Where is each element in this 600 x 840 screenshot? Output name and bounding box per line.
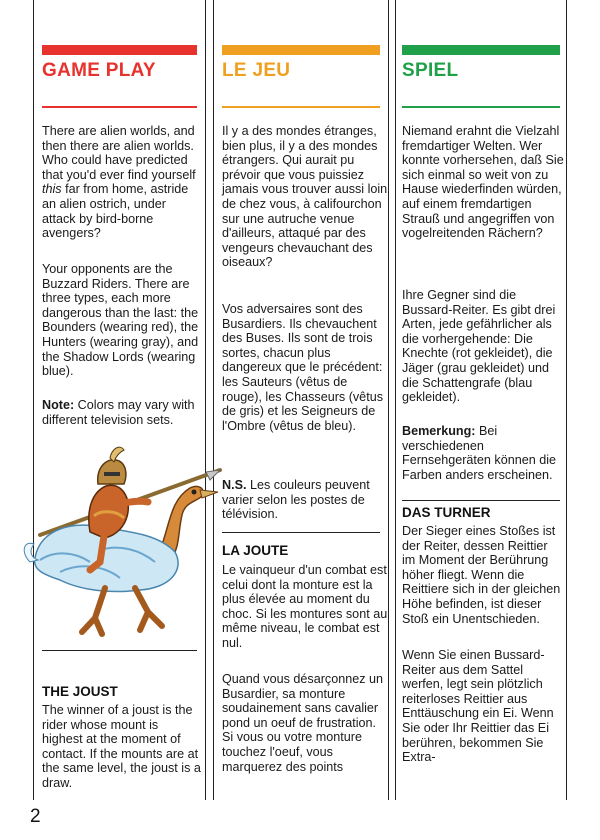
section-title-game-play: GAME PLAY (42, 60, 156, 81)
note-paragraph: N.S. Les couleurs peuvent varier selon les postes de télévision. (222, 478, 370, 522)
column-english (33, 0, 206, 800)
note-paragraph: Note: Colors may vary with different television sets. (42, 398, 195, 427)
joust-paragraph: Der Sieger eines Stoßes ist der Reiter, dessen Reittier im Moment der Berührung höher fliegt. Wenn die Reittiere sich in der gleichen Höhe befinden, ist dieser Stoß ein Unentschieden. (402, 524, 561, 626)
red-color-bar (42, 45, 197, 55)
intro-paragraph: There are alien worlds, and then there are alien worlds. Who could have predicted that you'd ever find yourself this far from home, astride an alien ostrich, under attack by bird-borne avengers? (42, 124, 196, 241)
joust-paragraph-2: Quand vous désarçonnez un Busardier, sa monture soudainement sans cavalier pond un oeuf de frustration. Si vous ou votre monture touchez l'oeuf, vous marquerez des points (222, 672, 384, 774)
intro-paragraph: Niemand erahnt die Vielzahl fremdartiger Welten. Wer konnte vorhersehen, daß Sie sich einmal so weit von zu Hause wiederfinden würden, auf einem fremdartigen Strauß und angegriffen von vogelreitenden Rächern? (402, 124, 564, 241)
title-underline (402, 106, 560, 108)
joust-heading: DAS TURNER (402, 505, 491, 520)
joust-paragraph-2: Wenn Sie einen Bussard-Reiter aus dem Sattel werfen, legt sein plötzlich reiterloses Reittier aus Enttäuschung ein Ei. Wenn Sie oder Ihr Reittier das Ei berühren, bekommen Sie Extra- (402, 648, 554, 765)
section-title-le-jeu: LE JEU (222, 60, 291, 81)
joust-paragraph: Le vainqueur d'un combat est celui dont la monture est la plus élevée au moment du choc. Si les montures sont au même niveau, le combat est nul. (222, 563, 388, 650)
joust-separator (402, 500, 560, 501)
opponents-paragraph: Ihre Gegner sind die Bussard-Reiter. Es gibt drei Arten, jede gefährlicher als die vorhergehende: Die Knechte (rot gekleidet), die Jäger (grau gekleidet) und die Schattengrafe (blau gekleidet). (402, 288, 556, 405)
title-underline (42, 106, 197, 108)
column-german (395, 0, 567, 800)
title-underline (222, 106, 380, 108)
joust-heading: THE JOUST (42, 684, 118, 699)
ostrich-rider-illustration (20, 440, 225, 645)
joust-separator (42, 650, 197, 651)
joust-paragraph: The winner of a joust is the rider whose mount is highest at the moment of contact. If the mounts are at the same level, the joust is a draw. (42, 703, 201, 790)
column-french (213, 0, 389, 800)
orange-color-bar (222, 45, 380, 55)
opponents-paragraph: Your opponents are the Buzzard Riders. There are three types, each more dangerous than the last: the Bounders (wearing red), the Hunters (wearing gray), and the Shadow Lords (wearing blue). (42, 262, 199, 379)
note-paragraph: Bemerkung: Bei verschiedenen Fernsehgeräten können die Farben anders erscheinen. (402, 424, 557, 482)
green-color-bar (402, 45, 560, 55)
intro-paragraph: Il y a des mondes étranges, bien plus, il y a des mondes étrangers. Qui aurait pu prévoir que vous puissiez jamais vous trouver aussi loin de chez vous, à califourchon sur une autruche venue d'ailleurs, attaqué par des vengeurs chevauchant des oiseaux? (222, 124, 388, 270)
joust-separator (222, 532, 380, 533)
joust-heading: LA JOUTE (222, 543, 289, 558)
page-number: 2 (30, 806, 41, 827)
opponents-paragraph: Vos adversaires sont des Busardiers. Ils chevauchent des Buses. Ils sont de trois sortes, chacun plus dangereux que le précédent: les Sauteurs (vêtus de rouge), les Chasseurs (vêtus de gris) et les Seigneurs de l'Ombre (vêtus de bleu). (222, 302, 383, 433)
section-title-spiel: SPIEL (402, 60, 459, 81)
